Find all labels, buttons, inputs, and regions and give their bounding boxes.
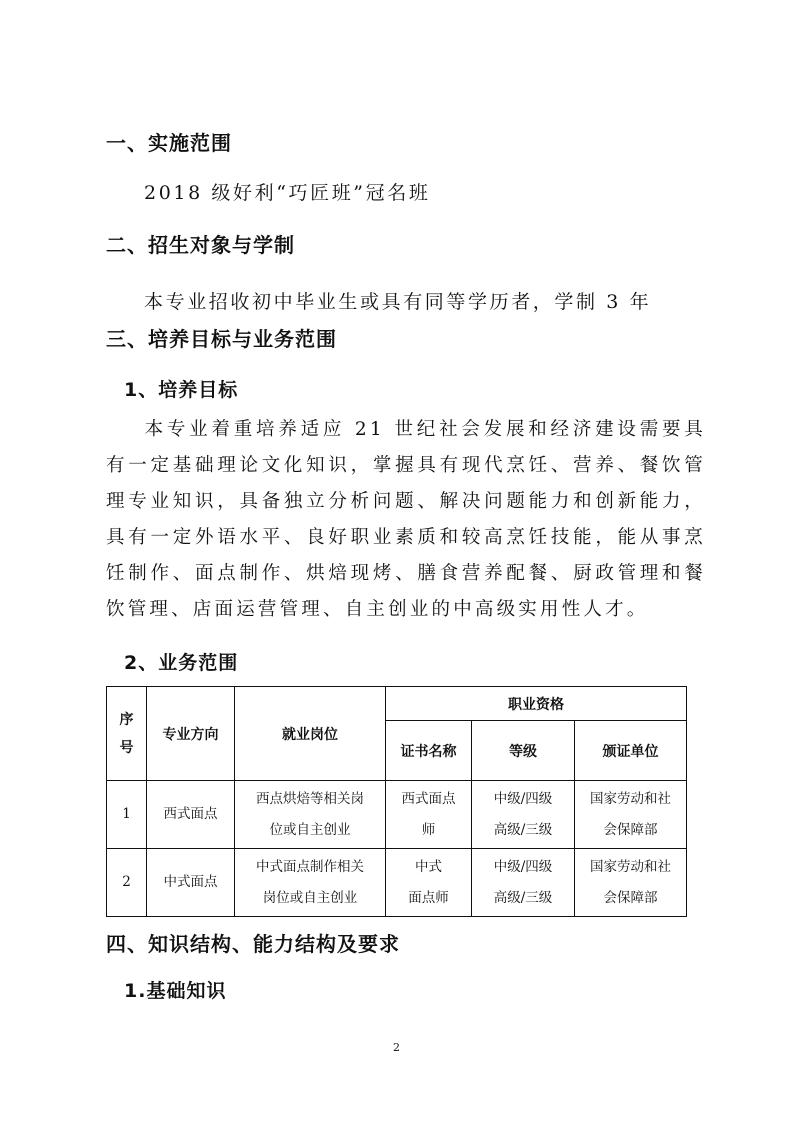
subheading-training-goals: 1、培养目标 [124,379,239,401]
heading-goals-scope: 三、培养目标与业务范围 [106,327,337,351]
header-seq [107,687,147,781]
implementation-scope-text: 2018 级好利“巧匠班”冠名班 [144,182,431,204]
heading-implementation-scope: 一、实施范围 [106,131,232,155]
row2-cert [386,849,472,917]
row1-level [472,781,575,849]
row1-issuer-line2: 会保障部 [603,821,658,838]
row1-job [235,781,386,849]
header-job: 就业岗位 [235,687,386,781]
header-level: 等级 [472,721,575,781]
page-number: 2 [393,1041,400,1054]
row2-job-line2: 岗位或自主创业 [262,889,358,906]
subheading-basic-knowledge: 1.基础知识 [124,980,227,1002]
heading-enrollment: 二、招生对象与学制 [106,233,295,257]
header-issuer: 颁证单位 [575,721,687,781]
row1-issuer [575,781,687,849]
training-goals-paragraph [106,412,706,628]
row2-job [235,849,386,917]
subheading-business-scope: 2、业务范围 [124,652,239,674]
row2-direction: 中式面点 [147,849,235,917]
business-scope-table [106,686,687,917]
training-goals-text: 本专业着重培养适应 21 世纪社会发展和经济建设需要具有一定基础理论文化知识，掌握具有现代烹饪、营养、餐饮管理专业知识，具备独立分析问题、解决问题能力和创新能力，具有一定外语水平、良好职业素质和较高烹饪技能，能从事烹饪制作、面点制作、烘焙现烤、膳食营养配餐、厨政管理和餐饮管理、店面运营管理、自主创业的中高级实用性人才。 [106,419,706,620]
row2-cert-line2: 面点师 [408,889,449,906]
row2-level-line1: 中级/四级 [493,858,553,875]
row1-level-line2: 高级/三级 [493,821,553,838]
enrollment-text: 本专业招收初中毕业生或具有同等学历者，学制 3 年 [144,291,652,313]
row2-level [472,849,575,917]
row1-cert-line1: 西式面点 [401,790,456,807]
row2-job-line1: 中式面点制作相关 [256,858,364,875]
table-row [107,781,687,849]
table-row [107,849,687,917]
table-header-row [107,687,687,721]
heading-knowledge-structure: 四、知识结构、能力结构及要求 [106,932,400,956]
row1-issuer-line1: 国家劳动和社 [590,790,671,807]
row2-seq: 2 [107,849,147,917]
row1-cert-line2: 师 [421,821,436,838]
header-cert-name: 证书名称 [386,721,472,781]
header-direction: 专业方向 [147,687,235,781]
row1-seq: 1 [107,781,147,849]
header-qualification: 职业资格 [386,687,687,721]
header-seq-line1: 序 [119,711,134,728]
row1-job-line2: 位或自主创业 [269,821,351,838]
row2-cert-line1: 中式 [415,858,442,875]
row2-issuer-line2: 会保障部 [603,889,658,906]
row2-issuer [575,849,687,917]
row2-issuer-line1: 国家劳动和社 [590,858,671,875]
row1-level-line1: 中级/四级 [493,790,553,807]
row1-job-line1: 西点烘焙等相关岗 [256,790,364,807]
header-seq-line2: 号 [119,739,134,756]
row1-direction: 西式面点 [147,781,235,849]
row2-level-line2: 高级/三级 [493,889,553,906]
row1-cert [386,781,472,849]
